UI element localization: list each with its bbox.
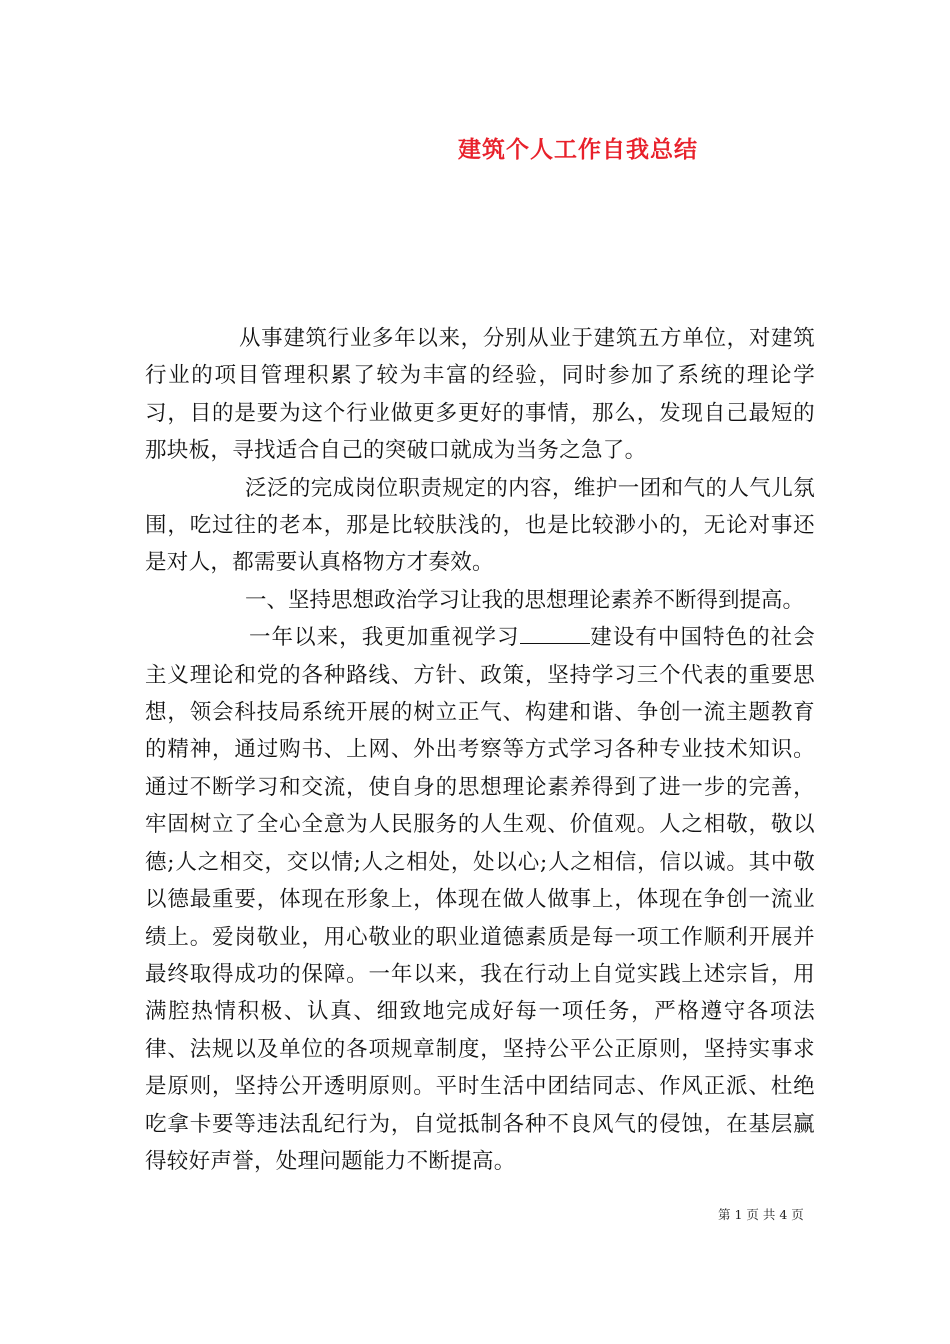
section-heading-1: 一、坚持思想政治学习让我的思想理论素养不断得到提高。 (245, 587, 805, 613)
page-footer: 第 1 页 共 4 页 (718, 1207, 804, 1222)
paragraph-study-rest: 建设有中国特色的社会主义理论和党的各种路线、方针、政策，坚持学习三个代表的重要思想，领会科技局系统开展的树立正气、构建和谐、争创一流主题教育的精神，通过购书、上网、外出考察等方式学习各种专业技术知识。通过不断学习和交流，使自身的思想理论素养得到了进一步的完善，牢固树立了全心全意为人民服务的人生观、价值观。人之相敬，敬以德;人之相交，交以情;人之相处，处以心;人之相信，信以诚。其中敬以德最重要，体现在形象上，体现在做人做事上，体现在争创一流业绩上。爱岗敬业，用心敬业的职业道德素质是每一项工作顺利开展并最终取得成功的保障。一年以来，我在行动上自觉实践上述宗旨，用满腔热情积极、认真、细致地完成好每一项任务，严格遵守各项法律、法规以及单位的各项规章制度，坚持公平公正原则，坚持实事求是原则，坚持公开透明原则。平时生活中团结同志、作风正派、杜绝吃拿卡要等违法乱纪行为，自觉抵制各种不良风气的侵蚀，在基层赢得较好声誉，处理问题能力不断提高。 (145, 625, 815, 1174)
document-body (145, 320, 815, 1180)
paragraph-responsibility: 泛泛的完成岗位职责规定的内容，维护一团和气的人气儿氛围，吃过往的老本，那是比较肤浅的，也是比较渺小的，无论对事还是对人，都需要认真格物方才奏效。 (145, 475, 815, 576)
document-title: 建筑个人工作自我总结 (458, 136, 698, 163)
paragraph-study-lead: 一年以来，我更加重视学习 (249, 625, 520, 651)
paragraph-intro: 从事建筑行业多年以来，分别从业于建筑五方单位，对建筑行业的项目管理积累了较为丰富的经验，同时参加了系统的理论学习，目的是要为这个行业做更多更好的事情，那么，发现自己最短的那块板，寻找适合自己的突破口就成为当务之急了。 (145, 326, 815, 464)
fill-in-blank (520, 625, 590, 644)
paragraph-study (145, 619, 815, 1180)
